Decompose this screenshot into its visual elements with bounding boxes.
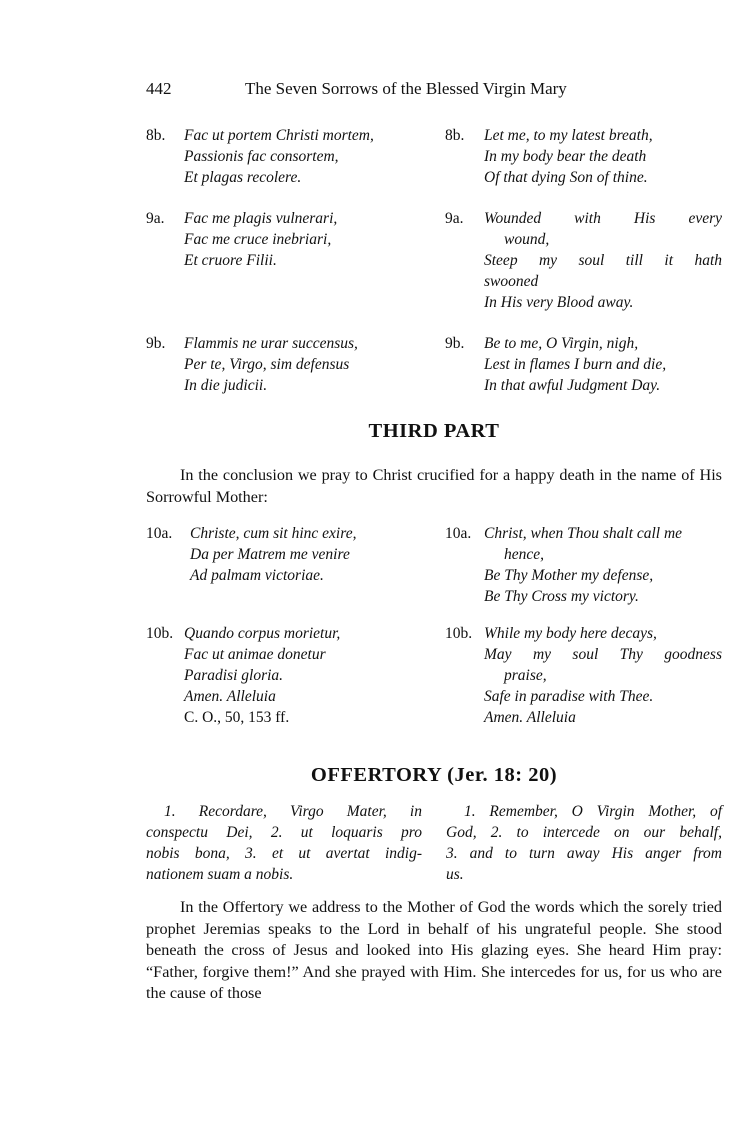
verse-number: 9a. [445,210,464,227]
verse-line: Per te, Virgo, sim defensus [184,356,350,373]
verse-line: wound, [504,231,550,248]
intro-paragraph: In the conclusion we pray to Christ crucified for a happy death in the name of His Sorrowful Mother: [146,466,722,506]
verse-line: Lest in flames I burn and die, [484,356,667,373]
verse-number: 10a. [146,525,173,542]
offertory-latin-line: nobis bona, 3. et ut avertat indig- [146,845,422,862]
offertory-latin-line: 1. Recordare, Virgo Mater, in [164,803,422,820]
verse-10a-english [445,523,722,607]
verse-line: Steep my soul till it hath [484,252,722,269]
verse-9a-latin [146,208,431,271]
offertory-commentary [146,897,722,1005]
verse-line: Passionis fac consortem, [184,148,339,165]
third-part-intro [146,465,722,508]
verse-10b-latin [146,623,431,728]
verse-10b-english [445,623,722,728]
running-title: The Seven Sorrows of the Blessed Virgin Mary [245,79,567,98]
verse-number: 9b. [445,335,465,352]
verse-line: hence, [504,546,545,563]
verse-number: 8b. [146,127,166,144]
verse-line: Of that dying Son of thine. [484,169,648,186]
verse-number: 10b. [146,625,174,642]
verse-line: Et cruore Filii. [184,252,277,269]
page-number: 442 [146,79,172,98]
verse-line: Safe in paradise with Thee. [484,688,654,705]
verse-line: Fac me plagis vulnerari, [184,210,338,227]
offertory-english-line: 1. Remember, O Virgin Mother, of [464,803,722,820]
section-heading-third-part: THIRD PART [368,420,500,442]
offertory-english-line: us. [446,866,464,883]
source-citation: C. O., 50, 153 ff. [184,709,290,726]
verse-line: praise, [504,667,547,684]
verse-number: 9a. [146,210,165,227]
offertory-latin-line: conspectu Dei, 2. ut loquaris pro [146,824,422,841]
verse-line: Wounded with His every [484,210,722,227]
verse-line: Fac me cruce inebriari, [184,231,332,248]
verse-line: Paradisi gloria. [184,667,284,684]
verse-10a-latin [146,523,431,586]
verse-line: Christe, cum sit hinc exire, [190,525,357,542]
verse-line: Quando corpus morietur, [184,625,341,642]
verse-line: Da per Matrem me venire [190,546,350,563]
offertory-english-line: 3. and to turn away His anger from [446,845,722,862]
verse-number: 10b. [445,625,473,642]
verse-line: Fac ut animae donetur [184,646,326,663]
verse-line: Let me, to my latest breath, [484,127,653,144]
verse-number: 8b. [445,127,465,144]
verse-number: 10a. [445,525,472,542]
verse-line: In His very Blood away. [484,294,634,311]
offertory-english-line: God, 2. to intercede on our behalf, [446,824,722,841]
verse-line: swooned [484,273,539,290]
verse-line: May my soul Thy goodness [484,646,722,663]
commentary-paragraph: In the Offertory we address to the Mother of God the words which the sorely tried prophet Jeremias speaks to the Lord in behalf of his ungrateful people. She stood beneath the cross of Jesus and looked into His glazing eyes. She heard Him pray: “Father, forgive them!” And she prayed with Him. She intercedes for us, for us who are the cause of those [146,898,722,1002]
offertory-latin-line: nationem suam a nobis. [146,866,294,883]
running-head [146,79,726,101]
verse-8b-english [445,125,722,188]
verse-number: 9b. [146,335,166,352]
verse-line: While my body here decays, [484,625,657,642]
offertory-latin [146,801,422,885]
verse-9b-latin [146,333,431,396]
verse-line: Et plagas recolere. [184,169,302,186]
offertory-title: OFFERTORY [310,764,442,786]
verse-line: Flammis ne urar succensus, [184,335,358,352]
verse-line: Amen. Alleluia [484,709,576,726]
verse-line: Be to me, O Virgin, nigh, [484,335,639,352]
verse-9b-english [445,333,722,396]
verse-8b-latin [146,125,431,188]
verse-line: Be Thy Mother my defense, [484,567,654,584]
verse-line: In that awful Judgment Day. [484,377,661,394]
offertory-english [446,801,722,885]
section-heading-offertory [146,764,722,787]
offertory-reference: (Jer. 18: 20) [447,764,558,786]
verse-line: Christ, when Thou shalt call me [484,525,683,542]
verse-line: Be Thy Cross my victory. [484,588,639,605]
verse-line: Ad palmam victoriae. [190,567,324,584]
verse-9a-english [445,208,722,313]
verse-line: In my body bear the death [484,148,647,165]
verse-line: Amen. Alleluia [184,688,276,705]
verse-line: Fac ut portem Christi mortem, [184,127,374,144]
verse-line: In die judicii. [184,377,268,394]
